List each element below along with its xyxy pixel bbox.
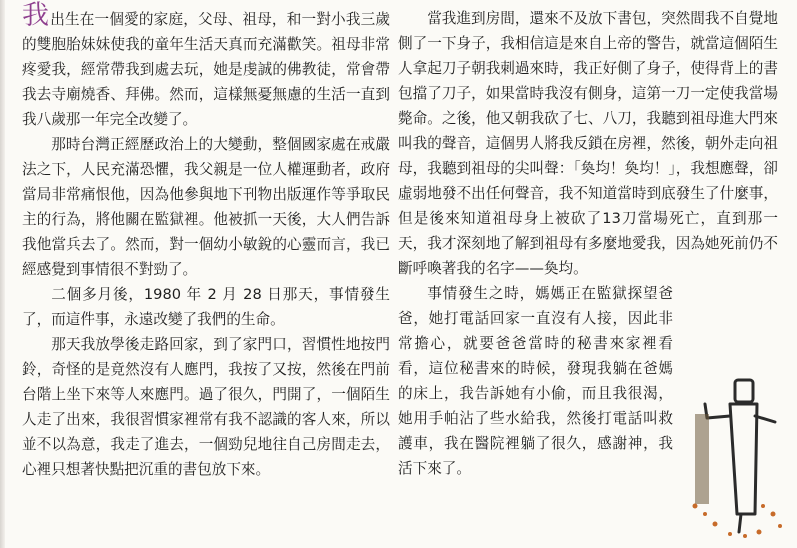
paragraph-1-text: 出生在一個愛的家庭，父母、祖母，和一對小我三歲的雙胞胎妹妹使我的童年生活天真而充滿歡笑。祖母非常疼愛我，經常帶我到處去玩，她是虔誠的佛教徒，常會帶我去寺廟燒香、拜佛。然而，這樣無憂無慮的生活一直到我八歲那一年完全改變了。 — [22, 11, 391, 128]
left-column — [22, 0, 391, 482]
paragraph-2: 那時台灣正經歷政治上的大變動，整個國家處在戒嚴法之下，人民充滿恐懼，我父親是一位人權運動者，政府當局非常痛恨他，因為他參與地下刊物出版運作等爭取民主的行為，將他關在監獄裡。他被抓一天後，大人們告訴我他當兵去了。然而，對一個幼小敏銳的心靈而言，我已經感覺到事情很不對勁了。 — [22, 136, 390, 278]
drawing-shadow — [695, 414, 709, 504]
paragraph-1 — [22, 0, 391, 132]
page-binding-edge — [0, 0, 5, 548]
paragraph-3: 二個多月後，1980 年 2 月 28 日那天，事情發生了，而這件事，永遠改變了我們的生命。 — [22, 286, 390, 328]
figure-head — [735, 380, 753, 402]
child-drawing-illustration — [675, 364, 787, 538]
figure-body — [730, 404, 757, 514]
figure-leg — [739, 514, 741, 532]
paragraph-6: 事情發生之時，媽媽正在監獄探望爸爸，她打電話回家一直沒有人接，因此非常擔心，就要爸爸當時的秘書來家裡看看，這位秘書來的時候，發現我躺在爸媽的床上，我告訴她有小偷，而且我很渴，她用手帕沾了些水給我，然後打電話叫救護車，我在醫院裡躺了很久，感謝神，我活下來了。 — [398, 285, 673, 477]
paragraph-5: 當我進到房間，還來不及放下書包，突然間我不自覺地側了一下身子，我相信這是來自上帝的警告，就當這個陌生人拿起刀子朝我刺過來時，我正好側了身子，使得背上的書包擋了刀子，如果當時我沒有側身，這第一刀一定使我當場斃命。之後，他又朝我砍了七、八刀，我聽到祖母進大門來叫我的聲音，這個男人將我反鎖在房裡，然後，朝外走向祖母，我聽到祖母的尖叫聲：「奐均！奐均！」，我想應聲，卻虛弱地發不出任何聲音，我不知道當時到底發生了什麼事，但是後來知道祖母身上被砍了13刀當場死亡，直到那一天，我才深刻地了解到祖母有多麼地愛我，因為她死前仍不斷呼喚著我的名字——奐均。 — [398, 10, 778, 277]
paragraph-4: 那天我放學後走路回家，到了家門口，習慣性地按門鈴，奇怪的是竟然沒有人應門，我按了又按，然後在門前台階上坐下來等人來應門。過了很久，門開了，一個陌生人走了出來，我很習慣家裡常有我不認識的客人來，所以並不以為意，我走了進去，一個勁兒地往自己房間走去，心裡只想著快點把沉重的書包放下來。 — [22, 336, 390, 478]
drop-cap: 我 — [22, 0, 50, 31]
